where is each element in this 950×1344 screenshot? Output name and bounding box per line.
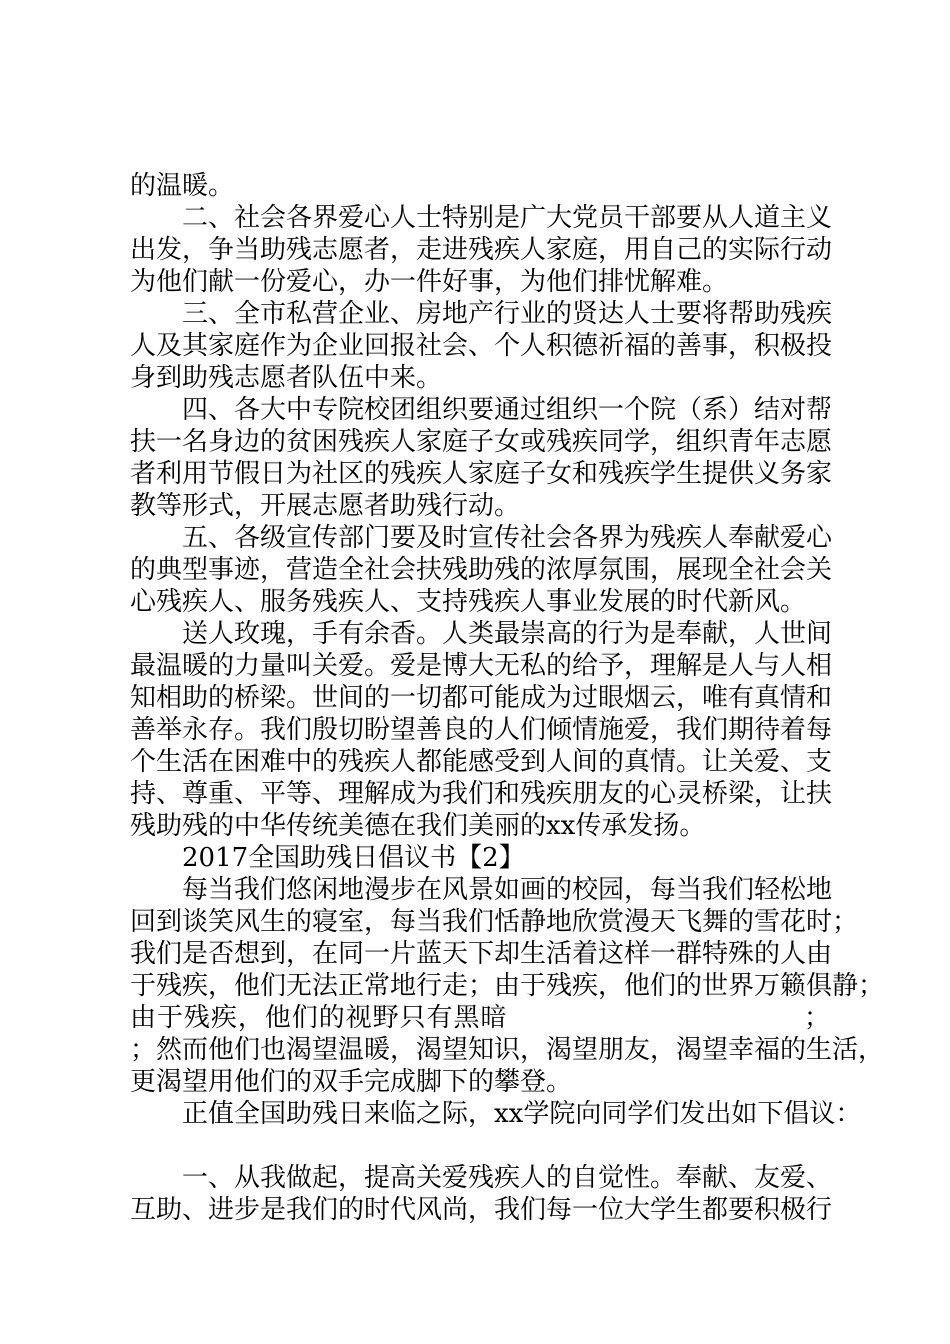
text-line: 三、全市私营企业、房地产行业的贤达人士要将帮助残疾 <box>182 299 833 329</box>
text-line: 正值全国助残日来临之际，xx学院向同学们发出如下倡议： <box>182 1099 862 1129</box>
text-line: 心残疾人、服务残疾人、支持残疾人事业发展的时代新风。 <box>130 587 807 617</box>
text-line: 的典型事迹，营造全社会扶残助残的浓厚氛围，展现全社会关 <box>130 555 833 585</box>
text-line: 持、尊重、平等、理解成为我们和残疾朋友的心灵桥梁，让扶 <box>130 779 833 809</box>
text-line: 者利用节假日为社区的残疾人家庭子女和残疾学生提供义务家 <box>130 459 833 489</box>
text-line: 的温暖。 <box>130 171 235 201</box>
text-line: 最温暖的力量叫关爱。爱是博大无私的给予，理解是人与人相 <box>130 651 833 681</box>
text-line: 为他们献一份爱心，办一件好事，为他们排忧解难。 <box>130 267 729 297</box>
text-line: 更渴望用他们的双手完成脚下的攀登。 <box>130 1067 573 1097</box>
text-line: 每当我们悠闲地漫步在风景如画的校园，每当我们轻松地 <box>182 875 833 905</box>
text-line: 五、各级宣传部门要及时宣传社会各界为残疾人奉献爱心 <box>182 523 833 553</box>
document-body <box>130 170 885 1226</box>
text-line: 四、各大中专院校团组织要通过组织一个院（系）结对帮 <box>182 395 833 425</box>
text-line: 个生活在困难中的残疾人都能感受到人间的真情。让关爱、支 <box>130 747 833 777</box>
text-line: 于残疾，他们无法正常地行走；由于残疾，他们的世界万籁俱静； <box>130 971 885 1001</box>
text-line: 二、社会各界爱心人士特别是广大党员干部要从人道主义 <box>182 203 833 233</box>
section-heading: 2017全国助残日倡议书【2】 <box>182 843 525 873</box>
text-line: 扶一名身边的贫困残疾人家庭子女或残疾同学，组织青年志愿 <box>130 427 833 457</box>
text-line: ；然而他们也渴望温暖，渴望知识，渴望朋友，渴望幸福的生活， <box>130 1035 885 1065</box>
text-line: 由于残疾，他们的视野只有黑暗 ； <box>130 1003 830 1033</box>
text-line: 回到谈笑风生的寝室，每当我们恬静地欣赏漫天飞舞的雪花时； <box>130 907 859 937</box>
text-line: 我们是否想到，在同一片蓝天下却生活着这样一群特殊的人由 <box>130 939 833 969</box>
text-line: 人及其家庭作为企业回报社会、个人积德祈福的善事，积极投 <box>130 331 833 361</box>
text-line: 身到助残志愿者队伍中来。 <box>130 363 443 393</box>
text-line: 知相助的桥梁。世间的一切都可能成为过眼烟云，唯有真情和 <box>130 683 833 713</box>
text-line: 一、从我做起，提高关爱残疾人的自觉性。奉献、友爱、 <box>182 1163 833 1193</box>
text-line: 善举永存。我们殷切盼望善良的人们倾情施爱，我们期待着每 <box>130 715 833 745</box>
text-line: 教等形式，开展志愿者助残行动。 <box>130 491 521 521</box>
text-line: 送人玫瑰，手有余香。人类最崇高的行为是奉献，人世间 <box>182 619 833 649</box>
text-line: 残助残的中华传统美德在我们美丽的xx传承发扬。 <box>130 811 706 841</box>
blank-line <box>130 1130 830 1162</box>
text-line: 出发，争当助残志愿者，走进残疾人家庭，用自己的实际行动 <box>130 235 833 265</box>
text-line: 互助、进步是我们的时代风尚，我们每一位大学生都要积极行 <box>130 1195 833 1225</box>
